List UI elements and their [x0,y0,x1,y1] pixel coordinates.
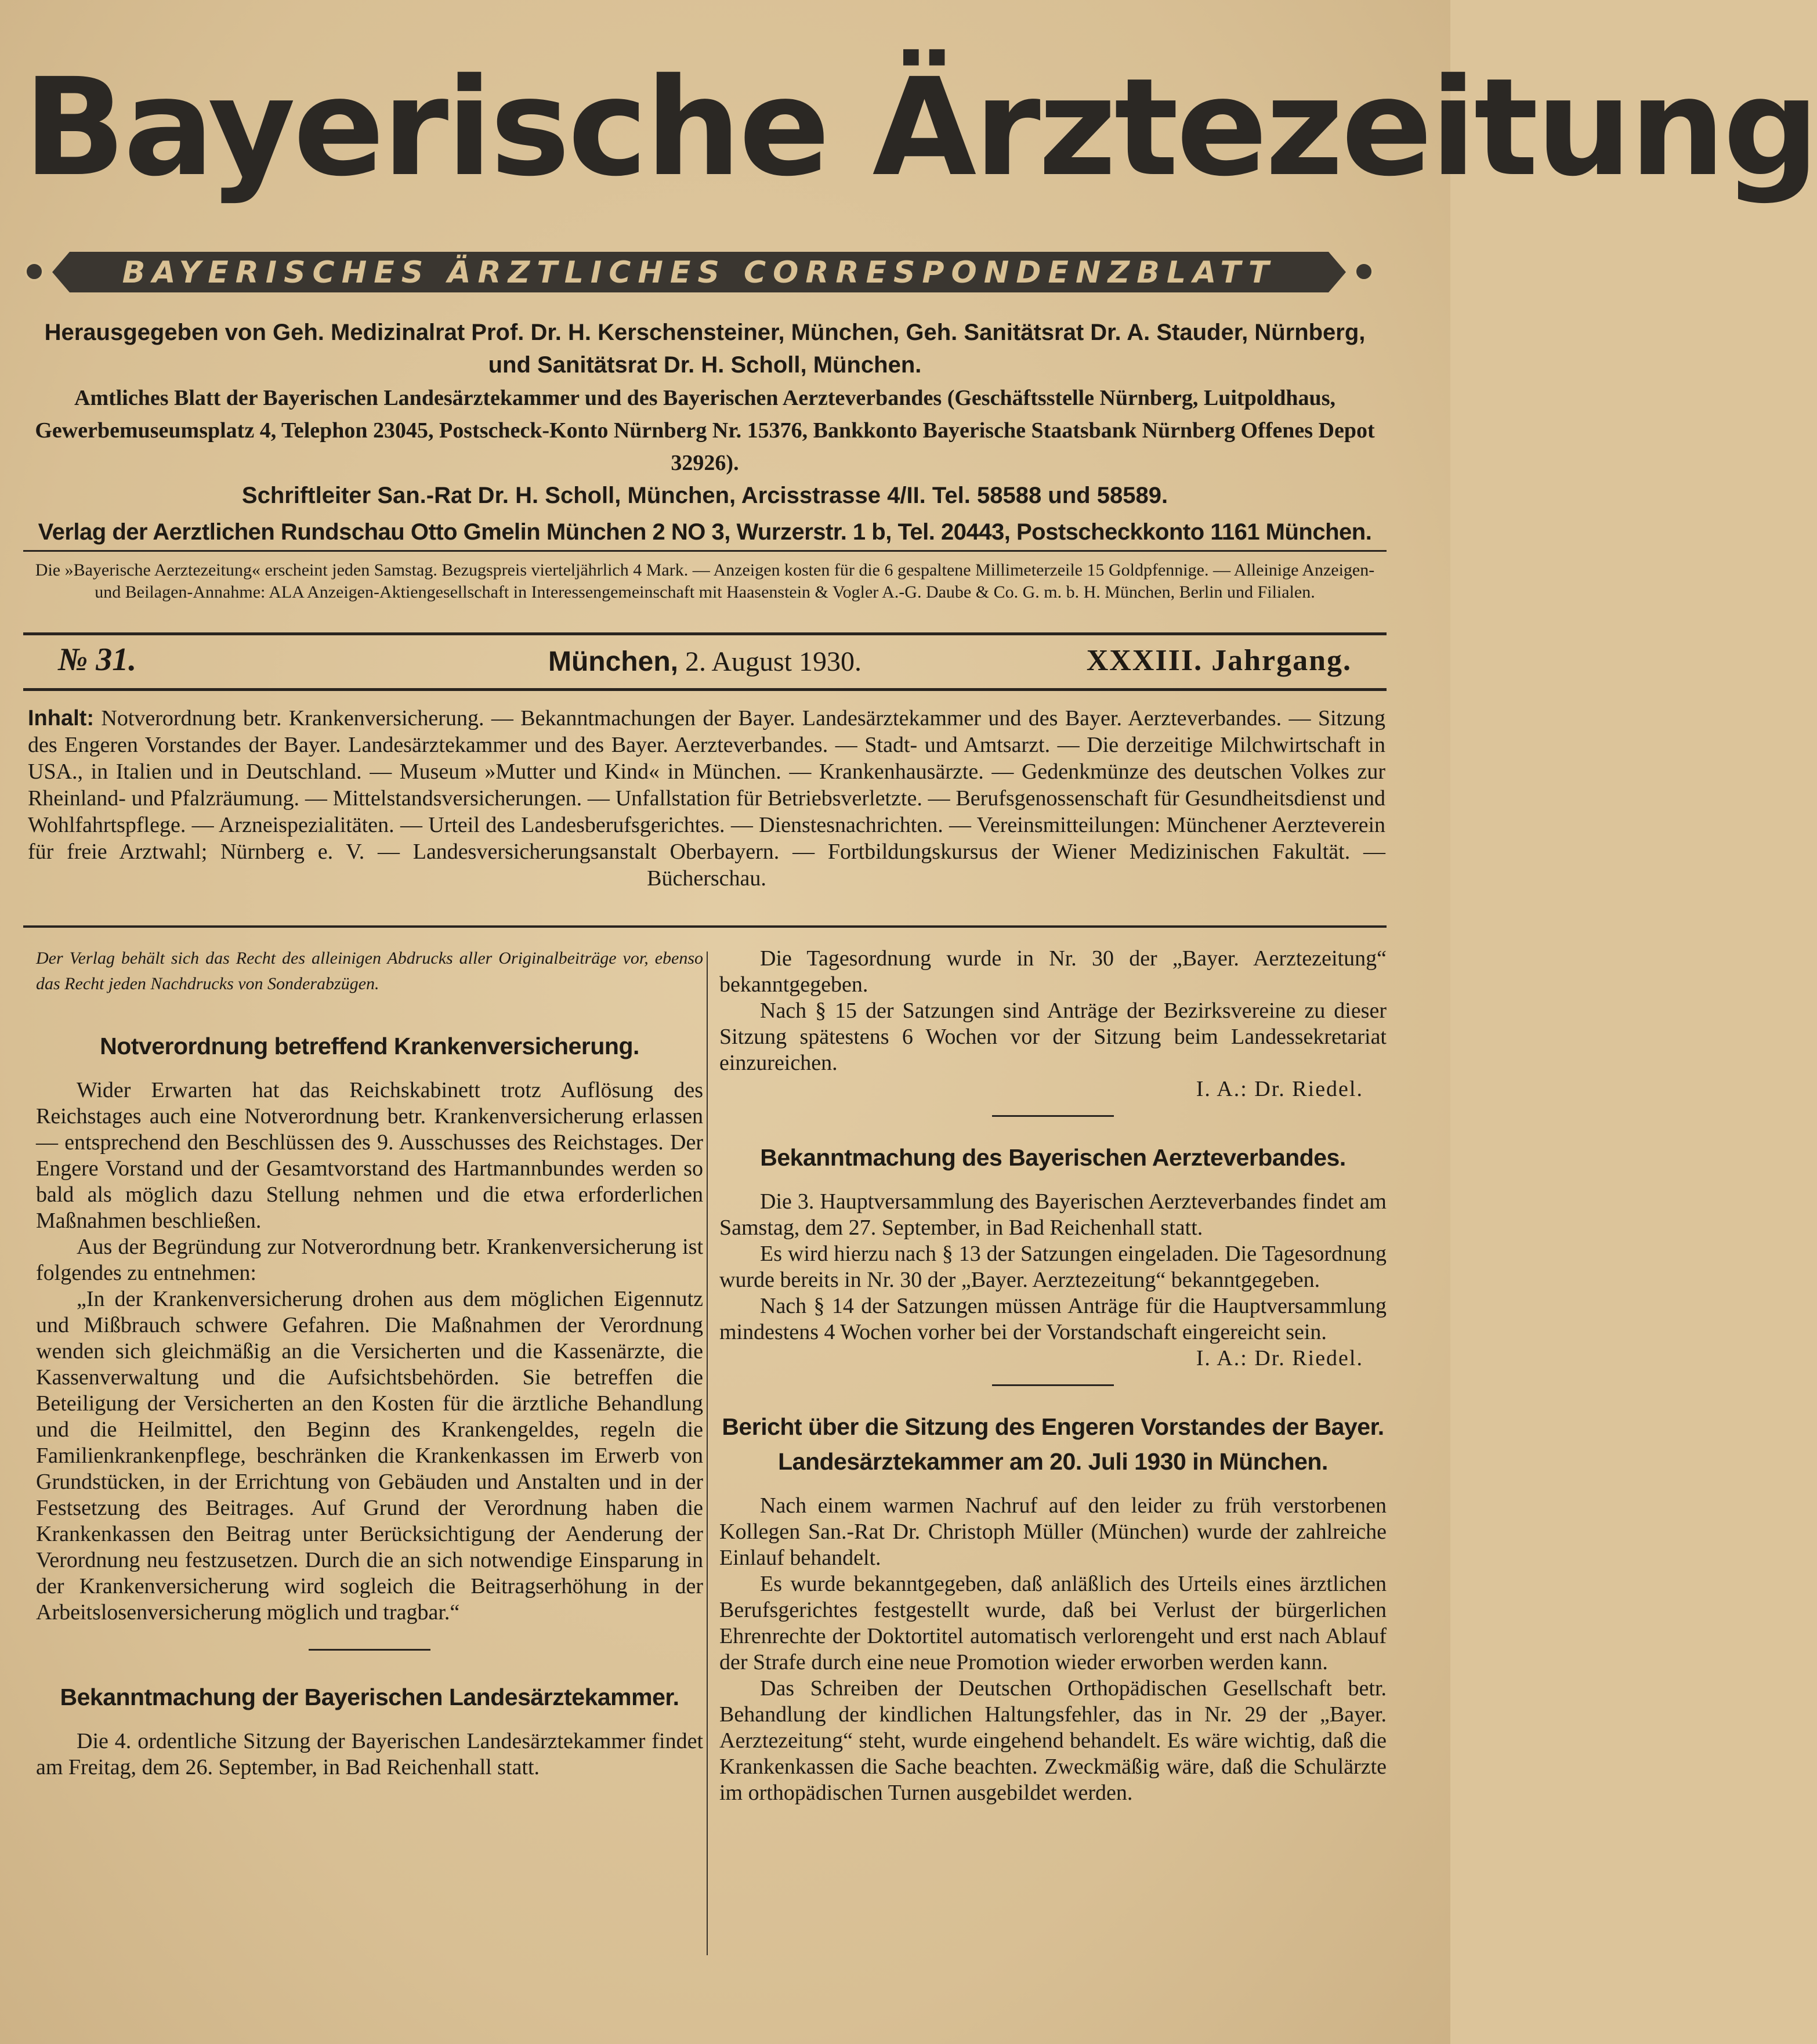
article-paragraph: Das Schreiben der Deutschen Orthopädischen Gesellschaft betr. Behandlung der kindlichen Haltungsfehler, das in Nr. 29 der „Bayer. Aerztezeitung“ steht, wurde eingehend behandelt. Es wäre wichtig, daß die Krankenkassen die Sache beachten. Zweckmäßig wäre, daß die Schulärzte im orthopädischen Turnen ausgebildet werden. [719,1676,1387,1805]
article-paragraph: Es wurde bekanntgegeben, daß anläßlich des Urteils eines ärztlichen Berufsgerichtes festgestellt wurde, daß bei Verlust der bürgerlichen Ehrenrechte der Doktortitel automatisch verlorengeht und erst nach Ablauf der Strafe durch eine neue Promotion wieder erworben werden kann. [719,1572,1387,1674]
article-paragraph: Die Tagesordnung wurde in Nr. 30 der „Bayer. Aerztezeitung“ bekanntgegeben. [719,946,1387,997]
issue-date: 2. August 1930. [678,646,862,677]
pricing-note: Die »Bayerische Aerztezeitung« erscheint jeden Samstag. Bezugspreis vierteljährlich 4 Mark. — Anzeigen kosten für die 6 gespaltene Millimeterzeile 15 Goldpfennige. — Alleinige Anzeigen- und Beilagen-Annahme: ALA Anzeigen-Aktiengesellschaft in Interessengemeinschaft mit Haasenstein & Vogler A.-G. Daube & Co. G. m. b. H. München, Berlin und Filialen. [35,560,1375,602]
issue-divider-bottom [23,688,1387,691]
article-paragraph: Es wird hierzu nach § 13 der Satzungen eingeladen. Die Tagesordnung wurde bereits in Nr. 30 der „Bayer. Aerztezeitung“ bekanntgegeben. [719,1242,1387,1292]
header-divider [23,550,1387,552]
article-paragraph: Die 3. Hauptversammlung des Bayerischen Aerzteverbandes findet am Samstag, dem 27. September, in Bad Reichenhall statt. [719,1189,1387,1240]
signature: I. A.: Dr. Riedel. [1196,1346,1363,1370]
contents-divider [23,925,1387,928]
table-of-contents [28,705,1385,892]
article-paragraph: „In der Krankenversicherung drohen aus dem möglichen Eigennutz und Mißbrauch schwere Gefahren. Die Maßnahmen der Verordnung wenden sich gleichmäßig an die Versicherten und die Kassenärzte, die Kassenverwaltung und die Aufsichtsbehörden. Sie betreffen die Beteiligung der Versicherten an den Kosten für die ärztliche Behandlung und die Heilmittel, den Beginn des Krankengeldes, regeln die Familienkrankenpflege, beschränken die Krankenkassen im Erwerb von Grundstücken, in der Errichtung von Gebäuden und Anstalten und in der Festsetzung des Beitrages. Auf Grund der Verordnung haben die Krankenkassen den Beitrag unter Berücksichtigung der Aenderung der Verordnung neu festzusetzen. Durch die an sich notwendige Einsparung in der Krankenversicherung wird sogleich die Beitragserhöhung in der Arbeitslosenversicherung möglich und tragbar.“ [36,1287,703,1625]
article-paragraph: Nach § 14 der Satzungen müssen Anträge für die Hauptversammlung mindestens 4 Wochen vorher bei der Vorstandschaft eingereicht sein. [719,1294,1387,1344]
publisher-line: Verlag der Aerztlichen Rundschau Otto Gmelin München 2 NO 3, Wurzerstr. 1 b, Tel. 20443, Postscheckkonto 1161 München. [38,519,1372,545]
copyright-notice: Der Verlag behält sich das Recht des alleinigen Abdrucks aller Originalbeiträge vor, ebenso das Recht jeden Nachdrucks von Sonderabzügen. [36,949,703,993]
masthead-banner [17,249,1381,295]
signature: I. A.: Dr. Riedel. [1196,1077,1363,1101]
article-heading: Bekanntmachung der Bayerischen Landesärztekammer. [60,1684,679,1710]
contents-label: Inhalt: [28,706,94,730]
article-paragraph: Die 4. ordentliche Sitzung der Bayerischen Landesärztekammer findet am Freitag, dem 26. September, in Bad Reichenhall statt. [36,1729,703,1779]
section-divider [992,1384,1114,1386]
column-divider [707,952,708,1955]
issue-divider-top [23,632,1387,635]
article-paragraph: Wider Erwarten hat das Reichskabinett trotz Auflösung des Reichstages auch eine Notverordnung betr. Krankenversicherung erlassen — entsprechend den Beschlüssen des 9. Ausschusses des Reichstages. Der Engere Vorstand und der Gesamtvorstand des Hartmannbundes werden so bald als möglich dazu Stellung nehmen und die etwa erforderlichen Maßnahmen beschließen. [36,1078,703,1233]
article-heading: Notverordnung betreffend Krankenversicherung. [100,1033,639,1059]
masthead-subtitle: BAYERISCHES ÄRZTLICHES CORRESPONDENZBLATT [122,255,1276,290]
editor-in-chief-line: Schriftleiter San.-Rat Dr. H. Scholl, München, Arcisstrasse 4/II. Tel. 58588 und 58589. [241,483,1168,508]
section-divider [992,1115,1114,1117]
article-paragraph: Aus der Begründung zur Notverordnung betr. Krankenversicherung ist folgendes zu entnehmen: [36,1235,703,1285]
editors-line: Herausgegeben von Geh. Medizinalrat Prof. Dr. H. Kerschensteiner, München, Geh. Sanitätsrat Dr. A. Stauder, Nürnberg, und Sanitätsrat Dr. H. Scholl, München. [44,320,1366,378]
contents-text: Notverordnung betr. Krankenversicherung. — Bekanntmachungen der Bayer. Landesärztekammer und des Bayer. Aerzteverbandes. — Sitzung des Engeren Vorstandes der Bayer. Landesärztekammer und des Bayer. Aerzteverbandes. — Stadt- und Amtsarzt. — Die derzeitige Milchwirtschaft in USA., in Italien und in Deutschland. — Museum »Mutter und Kind« in München. — Krankenhausärzte. — Gedenkmünze des deutschen Volkes zur Rheinland- und Pfalzräumung. — Mittelstandsversicherungen. — Unfallstation für Betriebsverletzte. — Berufsgenossenschaft für Gesundheitsdienst und Wohlfahrtspflege. — Arzneispezialitäten. — Urteil des Landesberufsgerichtes. — Dienstesnachrichten. — Vereinsmitteilungen: Münchener Aerzteverein für freie Arztwahl; Nürnberg e. V. — Landesversicherungsanstalt Oberbayern. — Fortbildungskursus der Wiener Medizinischen Fakultät. — Bücherschau. [28,706,1385,891]
article-paragraph: Nach einem warmen Nachruf auf den leider zu früh verstorbenen Kollegen San.-Rat Dr. Christoph Müller (München) wurde der zahlreiche Einlauf behandelt. [719,1493,1387,1570]
issue-line [23,641,1387,688]
left-column [36,946,703,1781]
article-heading: Bekanntmachung des Bayerischen Aerzteverbandes. [760,1144,1346,1171]
article-heading: Bericht über die Sitzung des Engeren Vorstandes der Bayer. Landesärztekammer am 20. Juli 1930 in München. [722,1413,1384,1475]
article-paragraph: Nach § 15 der Satzungen sind Anträge der Bezirksvereine zu dieser Sitzung spätestens 6 Wochen vor der Sitzung beim Landessekretariat einzureichen. [719,999,1387,1075]
issue-number: № 31. [58,642,137,678]
section-divider [309,1649,430,1651]
masthead [23,41,1817,232]
issue-city: München, [548,646,678,677]
masthead-title: Bayerische Ärztezeitung [23,49,1817,206]
issue-volume: XXXIII. Jahrgang. [1086,644,1352,677]
right-column [719,946,1387,1806]
official-line: Amtliches Blatt der Bayerischen Landesärztekammer und des Bayerischen Aerzteverbandes (Geschäftsstelle Nürnberg, Luitpoldhaus, Gewerbemuseumsplatz 4, Telephon 23045, Postscheck-Konto Nürnberg Nr. 15376, Bankkonto Bayerische Staatsbank Nürnberg Offenes Depot 32926). [35,386,1375,475]
